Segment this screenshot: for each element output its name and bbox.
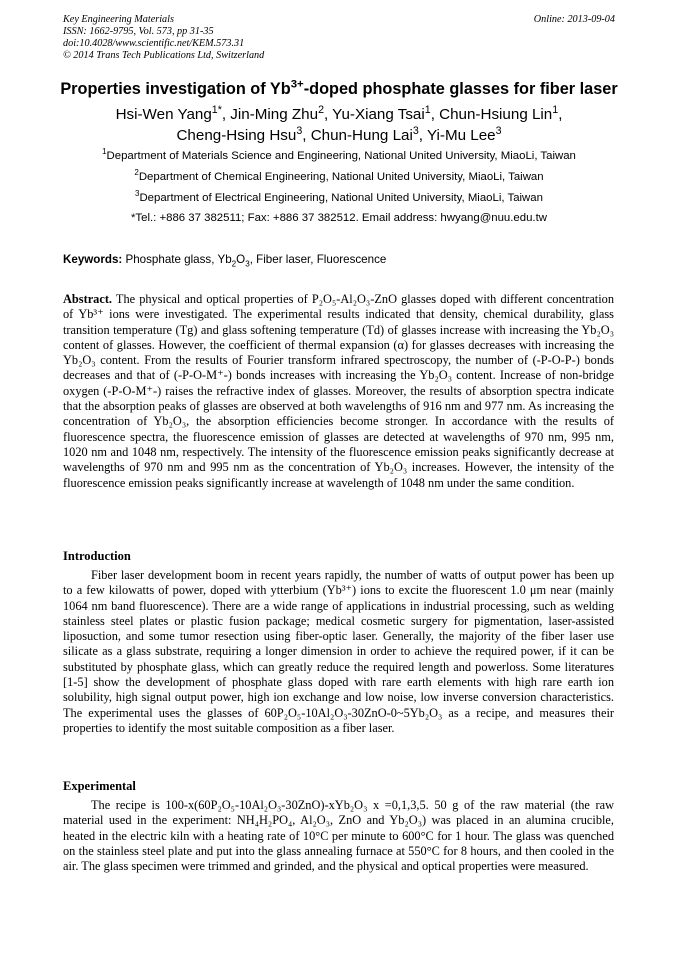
affiliation-3: [0, 189, 678, 204]
experimental-body: [63, 798, 614, 874]
author-affil-mark: 1: [552, 103, 559, 116]
author-line-1: [0, 104, 678, 125]
author-list: [0, 104, 678, 146]
contact-info: *Tel.: +886 37 382511; Fax: +886 37 382512. Email address: hwyang@nuu.edu.tw: [130, 212, 547, 224]
abstract: [63, 292, 614, 491]
keywords-sub: 2: [231, 259, 237, 269]
copyright-line: © 2014 Trans Tech Publications Ltd, Switzerland: [63, 50, 265, 61]
author-separator: ,: [558, 106, 563, 123]
online-date: Online: 2013-09-04: [533, 14, 615, 25]
journal-header: [63, 14, 264, 62]
keywords: [63, 253, 387, 269]
keywords-text: O: [236, 253, 246, 266]
affiliation-text: Department of Materials Science and Engineering, National United University, MiaoLi, Taiwan: [106, 150, 576, 162]
affiliation-number: 3: [135, 189, 140, 199]
author-name: , Yu-Xiang Tsai: [324, 106, 425, 123]
issn-line: ISSN: 1662-9795, Vol. 573, pp 31-35: [63, 26, 214, 37]
affiliation-text: Department of Chemical Engineering, National United University, MiaoLi, Taiwan: [138, 171, 544, 183]
introduction-text: Fiber laser development boom in recent years rapidly, the number of watts of output power has been up to a few kilowatts of power, doped with ytterbium (Yb³⁺) ions to excite the fluorescent 1.0 μm near (mainly 1064 nm band fluorescence). There are a wide range of applications in industrial processing, such as welding stainless steel plates or plastic fusion package; medical cosmetic surgery for pigmentation, laser-assisted liposuction, and some tumor resection using fiber-optic laser. Generally, the majority of the fiber laser use silicate as a glass substrate, requiring a longer dimension in order to achieve the required power, if it can be substituted by phosphate glass, which can greatly reduce the required length and powerloss. Some literatures [1-5] show the development of phosphate glass doped with rare earth elements with high rare earth ion solubility, high signal output power, high ion exchange and low noise, low inverse conversion characteristics. The experimental uses the glasses of 60P₂O₅-10Al₂O₃-30ZnO-0~5Yb₂O₃ as a recipe, and measures their properties to identify the most suitable composition as a fiber laser.: [63, 568, 614, 735]
author-affil-mark: 3: [495, 124, 502, 137]
author-name: , Chun-Hsiung Lin: [430, 106, 553, 123]
experimental-heading: Experimental: [63, 779, 136, 793]
affiliation-number: 2: [134, 168, 139, 178]
author-name: Cheng-Hsing Hsu: [176, 127, 297, 144]
title-sup: 3+: [290, 78, 304, 91]
introduction-body: [63, 568, 614, 736]
keywords-label: Keywords:: [63, 253, 123, 266]
experimental-text: The recipe is 100-x(60P₂O₅-10Al₂O₃-30ZnO)-xYb₂O₃ x =0,1,3,5. 50 g of the raw material (the raw material used in the experiment: NH₄H₂PO₄, Al₂O₃, ZnO and Yb₂O₃) was placed in an alumina crucible, heated in the electric kiln with a heating rate of 10°C per minute to 600°C for 1 hour. The glass was quenched on the stainless steel plate and put into the glass annealing furnace at 550°C for 8 hours, and then cooled in the air. The glass specimen were trimmed and grinded, and the physical and optical properties were measured.: [63, 798, 614, 874]
author-name: , Chun-Hung Lai: [302, 127, 413, 144]
author-name: Hsi-Wen Yang: [115, 106, 212, 123]
author-name: , Yi-Mu Lee: [418, 127, 496, 144]
affiliation-1: [0, 147, 678, 162]
author-affil-mark: 1: [424, 103, 431, 116]
author-name: , Jin-Ming Zhu: [221, 106, 319, 123]
author-affil-mark: 3: [296, 124, 303, 137]
author-affil-mark: 2: [318, 103, 324, 116]
doi-line: doi:10.4028/www.scientific.net/KEM.573.31: [63, 38, 245, 49]
keywords-text: , Fiber laser, Fluorescence: [249, 253, 387, 266]
affiliation-text: Department of Electrical Engineering, National United University, MiaoLi, Taiwan: [139, 192, 543, 204]
affiliation-number: 1: [102, 147, 107, 157]
title-text: Properties investigation of Yb: [60, 80, 291, 98]
affiliation-2: [0, 168, 678, 183]
author-line-2: [0, 125, 678, 146]
abstract-label: Abstract.: [63, 292, 113, 306]
author-affil-mark: 3: [412, 124, 419, 137]
author-affil-mark: 1*: [211, 103, 222, 116]
keywords-text: Phosphate glass, Yb: [122, 253, 232, 266]
title-text-end: -doped phosphate glasses for fiber laser: [303, 80, 618, 98]
keywords-sub: 3: [245, 259, 250, 269]
journal-name: Key Engineering Materials: [63, 14, 174, 25]
paper-title: [0, 80, 678, 99]
abstract-text: The physical and optical properties of P₂O₅-Al₂O₃-ZnO glasses doped with different concentration of Yb³⁺ ions were investigated. The experimental results indicated that density, chemical durability, glass transition temperature (Tg) and glass softening temperature (Td) of glasses increase with increasing the Yb₂O₃ content of glasses. However, the coefficient of thermal expansion (α) for glasses decreases with increasing the Yb₂O₃ content. From the results of Fourier transform infrared spectroscopy, the number of (-P-O-P-) bonds decreases and that of (-P-O-M⁺-) bonds increases with increasing the Yb₂O₃ content. Increase of non-bridge oxygen (-P-O-M⁺-) raises the refractive index of glasses. Moreover, the results of absorption spectra indicate that the absorption peaks of glasses are observed at both wavelengths of 916 nm and 977 nm. As increasing the concentration of Yb₂O₃, the absorption efficiencies become stronger. In accordance with the results of fluorescence spectra, the fluorescence emission of glasses are detected at wavelengths of 970 nm, 995 nm, 1020 nm and 1048 nm, respectively. The intensity of the fluorescence emission peaks significantly decrease at wavelengths of 970 nm and 995 nm as the concentration of Yb₂O₃ increases. However, the intensity of the fluorescence emission peaks significantly increase at wavelength of 1048 nm under the same condition.: [63, 292, 614, 490]
introduction-heading: Introduction: [63, 549, 131, 563]
